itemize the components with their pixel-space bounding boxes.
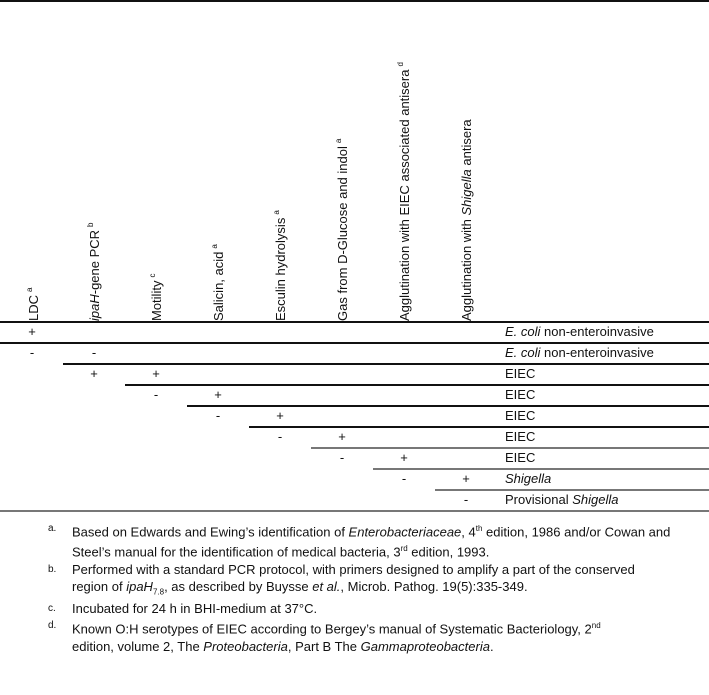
column-header-label: Salicin, acid bbox=[211, 251, 226, 321]
table-cell: + bbox=[338, 429, 346, 444]
column-header-salicin bbox=[208, 244, 225, 321]
table-cell: - bbox=[215, 408, 221, 423]
footnote-ref: a bbox=[210, 244, 219, 249]
table-cell: + bbox=[28, 324, 36, 339]
table-cell: - bbox=[153, 387, 159, 402]
footnote-italic: ipaH bbox=[126, 578, 153, 594]
footnote-ref: d bbox=[396, 62, 405, 67]
footnote-ref: c bbox=[148, 273, 157, 278]
footnote-text: edition, 1993. bbox=[407, 544, 490, 560]
footnote-label: a. bbox=[48, 523, 57, 534]
table-cell: - bbox=[463, 492, 469, 507]
column-header-agglutination-shigella bbox=[460, 119, 473, 321]
column-header-label: antisera bbox=[459, 119, 474, 170]
table-cell: + bbox=[214, 387, 222, 402]
result-italic: Shigella bbox=[505, 471, 552, 486]
footnote-italic: Enterobacteriaceae bbox=[348, 524, 462, 540]
result-label bbox=[505, 469, 551, 489]
result-label bbox=[505, 343, 654, 363]
result-label bbox=[505, 490, 618, 510]
footnote-ref: a bbox=[25, 287, 34, 292]
footnote-b bbox=[48, 561, 672, 601]
column-header-label: Esculin hydrolysis bbox=[273, 217, 288, 321]
footnote-italic: et al. bbox=[312, 578, 341, 594]
footnote-text: , 4 bbox=[461, 524, 476, 540]
result-italic: E. coli bbox=[505, 324, 541, 339]
footnote-text: edition, volume 2, The bbox=[72, 638, 204, 654]
footnote-text: Based on Edwards and Ewing’s identification of bbox=[72, 524, 349, 540]
column-header-label: Agglutination with bbox=[459, 215, 474, 321]
footnote-text: , Part B The bbox=[287, 638, 361, 654]
footnote-label: b. bbox=[48, 563, 57, 575]
footnote-a bbox=[48, 520, 672, 561]
column-header-label: Motility bbox=[149, 280, 164, 321]
footnote-italic: Gammaproteobacteria bbox=[360, 638, 490, 654]
table-cell: - bbox=[277, 429, 283, 444]
footnote-ref: b bbox=[86, 222, 95, 227]
table-cell: - bbox=[339, 450, 345, 465]
footnote-d bbox=[48, 617, 632, 654]
footnote-sup: nd bbox=[591, 621, 601, 631]
column-header-esculin bbox=[270, 210, 287, 321]
footnote-c bbox=[48, 600, 672, 617]
footnote-ref: a bbox=[334, 138, 343, 144]
result-label bbox=[505, 322, 654, 342]
footnote-text: Performed with a standard PCR protocol, with primers designed to amplify a part of the conserved region of bbox=[72, 561, 635, 594]
row-rule bbox=[249, 426, 709, 428]
result-text: non-enteroinvasive bbox=[540, 324, 654, 339]
footnote-sup: th bbox=[475, 524, 483, 533]
result-label: EIEC bbox=[505, 429, 536, 444]
row-rule bbox=[187, 405, 709, 407]
table-cell: + bbox=[90, 366, 98, 381]
column-header-label: -gene PCR bbox=[87, 229, 102, 295]
result-label: EIEC bbox=[505, 408, 536, 423]
footnote-sub: 7.8 bbox=[152, 587, 165, 597]
footnote-italic: Proteobacteria bbox=[203, 638, 288, 654]
footnotes bbox=[48, 520, 708, 655]
table-cell: + bbox=[400, 450, 408, 465]
table-top-rule bbox=[0, 0, 709, 2]
table-cell: - bbox=[29, 345, 35, 360]
result-text: non-enteroinvasive bbox=[540, 345, 654, 360]
column-header-ldc bbox=[23, 288, 40, 321]
footnote-text: , as described by Buysse bbox=[164, 578, 313, 594]
column-header-ipah-pcr bbox=[84, 222, 101, 321]
result-italic: E. coli bbox=[505, 345, 541, 360]
result-italic: Shigella bbox=[572, 492, 619, 507]
footnote-text: Incubated for 24 h in BHI-medium at 37°C. bbox=[72, 601, 318, 617]
column-header-motility bbox=[146, 274, 163, 321]
result-label: EIEC bbox=[505, 450, 536, 465]
table-cell: - bbox=[91, 345, 97, 360]
footnote-label: d. bbox=[48, 620, 57, 632]
result-label: EIEC bbox=[505, 366, 536, 381]
column-header-label: Gas from D-Glucose and indol bbox=[335, 146, 350, 321]
column-header-label: Agglutination with EIEC associated antisera bbox=[397, 69, 412, 321]
table-cell: + bbox=[276, 408, 284, 423]
footnote-text: Known O:H serotypes of EIEC according to Bergey’s manual of Systematic Bacteriology, 2 bbox=[72, 621, 592, 637]
footnote-text: . bbox=[489, 638, 494, 654]
column-header-italic: Shigella bbox=[459, 169, 474, 216]
footnote-text: edition, 1986 and/or Cowan and Steel’s manual for the identification of medical bacteria, 3 bbox=[72, 524, 671, 560]
footnote-ref: a bbox=[272, 210, 281, 215]
footnote-label: c. bbox=[48, 603, 56, 615]
column-header-gas-indol bbox=[332, 139, 349, 321]
result-label: EIEC bbox=[505, 387, 536, 402]
column-header-italic: ipaH bbox=[87, 294, 102, 321]
table-cell: - bbox=[401, 471, 407, 486]
table-cell: + bbox=[462, 471, 470, 486]
result-text: Provisional bbox=[505, 492, 573, 507]
footnote-text: , Microb. Pathog. 19(5):335-349. bbox=[340, 578, 528, 594]
table-bottom-rule bbox=[0, 510, 709, 512]
column-header-agglutination-eiec bbox=[394, 62, 411, 321]
footnote-sup: rd bbox=[400, 544, 408, 554]
table-cell: + bbox=[152, 366, 160, 381]
column-header-label: LDC bbox=[26, 294, 41, 321]
